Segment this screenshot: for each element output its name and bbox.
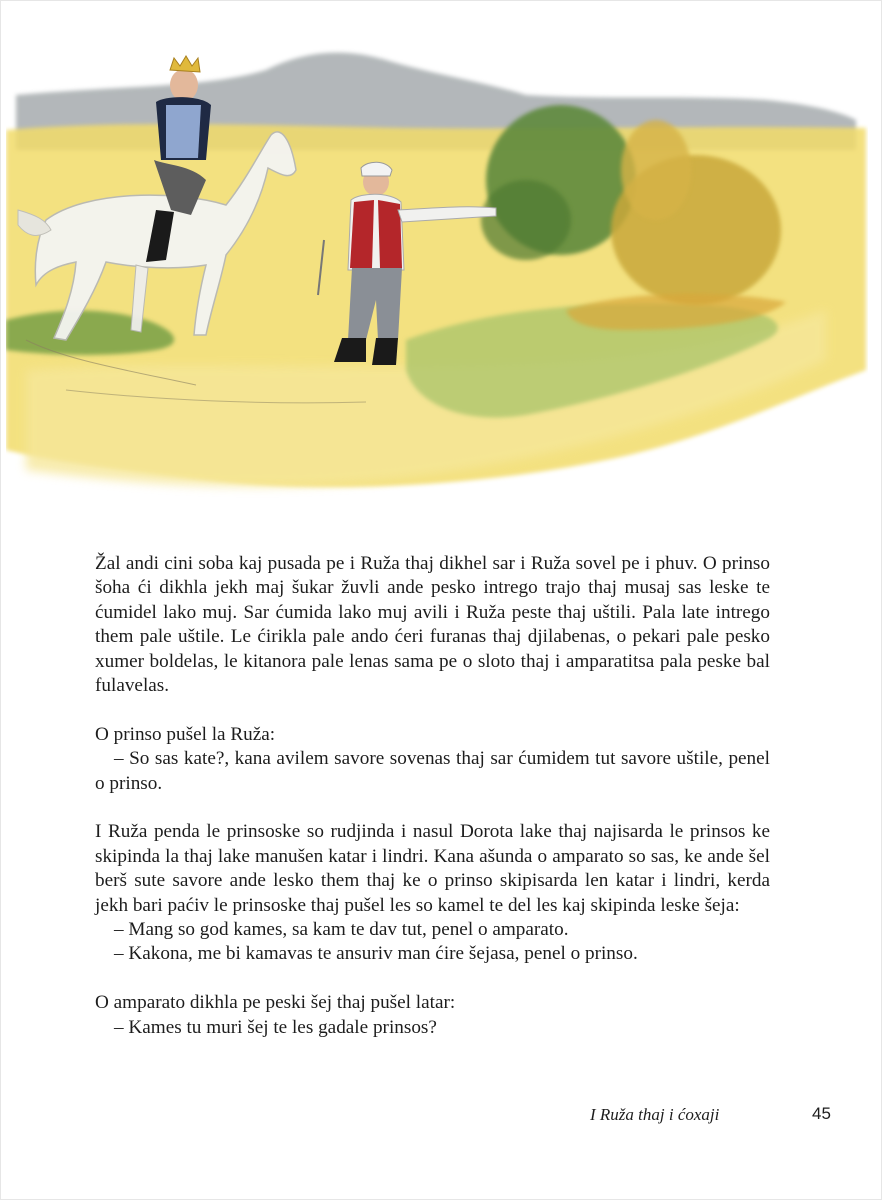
- watercolor-illustration: [6, 40, 868, 510]
- running-title: I Ruža thaj i ćoxaji: [590, 1105, 720, 1124]
- paragraph: I Ruža penda le prinsoske so rudjinda i nasul Dorota lake thaj najisarda le prinsos ke skipinda la thaj lake manušen katar i lindri. Kana ašunda o amparato so sas, ke ande šel berš sute savore ande lesko them thaj ke o prinso skipisarda len katar i lindri, kerda jekh bari paćiv le prinsoske thaj pušel les so kamel te del les kaj skipinda leske šeja:: [95, 821, 770, 916]
- page-number: 45: [812, 1104, 831, 1123]
- story-text: [95, 552, 770, 1040]
- paragraph: O prinso pušel la Ruža:: [95, 723, 276, 745]
- dialog-line: – Kames tu muri šej te les gadale prinsos?: [114, 1016, 437, 1038]
- dialog-line: – Mang so god kames, sa kam te dav tut, penel o amparato.: [114, 919, 569, 941]
- paragraph: O amparato dikhla pe peski šej thaj pušel latar:: [95, 992, 456, 1014]
- dialog-line: – Kakona, me bi kamavas te ansuriv man ćire šejasa, penel o prinso.: [114, 943, 638, 965]
- dialog-line: – So sas kate?, kana avilem savore sovenas thaj sar ćumidem tut savore uštile, penel o prinso.: [95, 748, 770, 794]
- paragraph: Žal andi cini soba kaj pusada pe i Ruža thaj dikhel sar i Ruža sovel pe i phuv. O prinso šoha ći dikhla jekh maj šukar žuvli ande pesko intrego trajo thaj musaj sas leske te ćumidel lako muj. Sar ćumida lako muj avili i Ruža peste thaj uštili. Pala late intrego them pale uštile. Le ćirikla pale ando ćeri furanas thaj djilabenas, o pekari pale pesko xumer boldelas, le kitanora pale lenas sama pe o sloto thaj i amparatitsa pala peske bal fulavelas.: [95, 553, 770, 697]
